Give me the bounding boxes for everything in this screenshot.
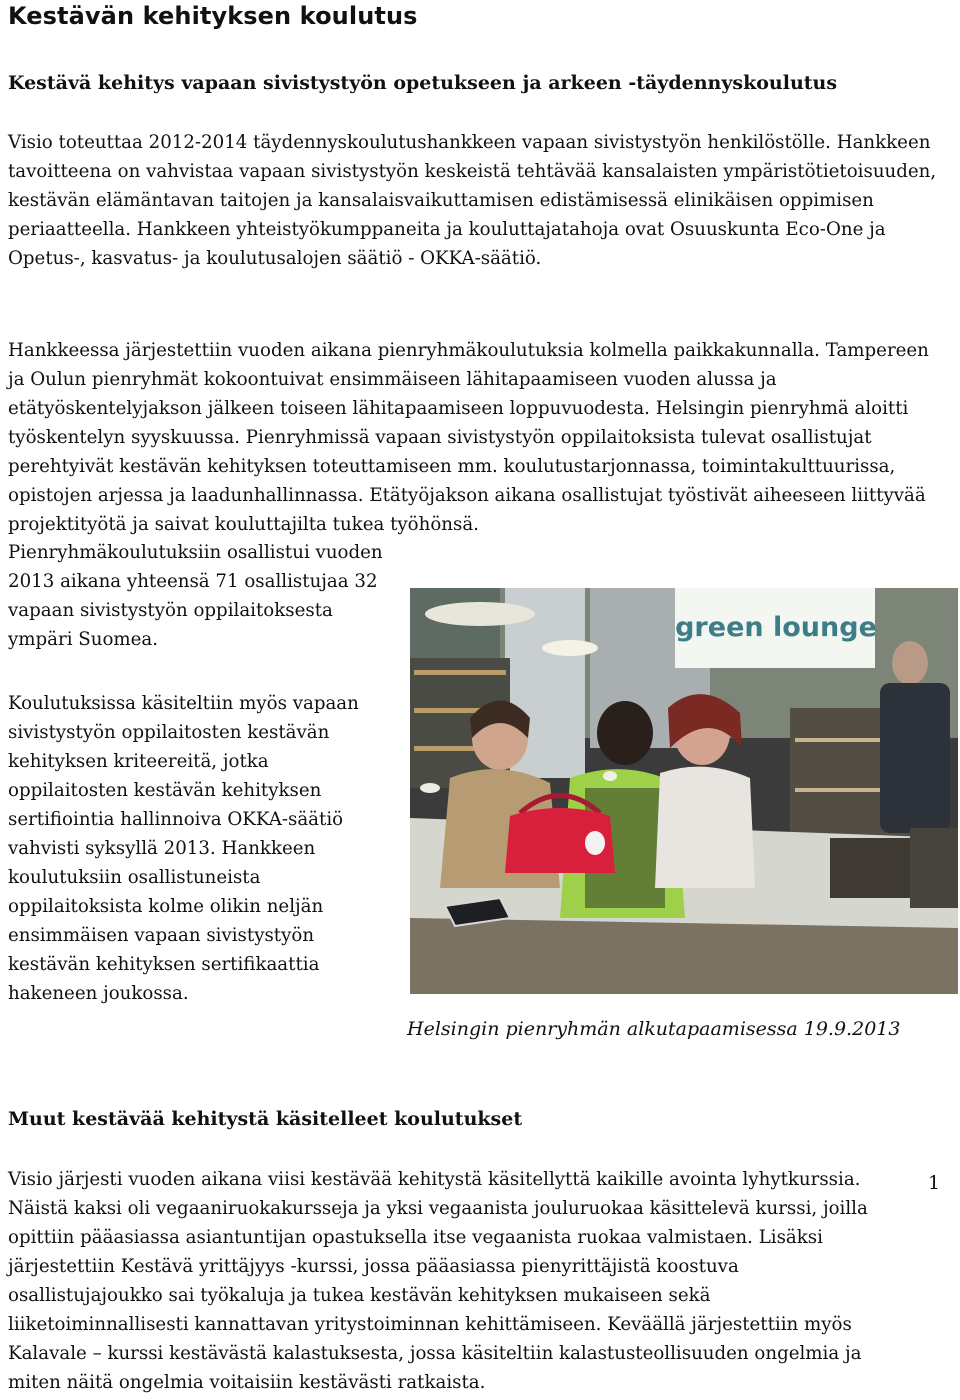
small-groups-paragraph: Hankkeessa järjestettiin vuoden aikana pienryhmäkoulutuksia kolmella paikkakunnalla. Tampereen ja Oulun pienryhmät kokoontuivat ensimmäiseen lähitapaamiseen vuoden alussa ja etätyöskentelyjakson jälkeen toiseen lähitapaamiseen loppuvuodesta. Helsingin pienryhmä aloitti työskentelyn syyskuussa. Pienryhmissä vapaan sivistystyön oppilaitoksista tulevat osallistujat perehtyivät kestävän kehityksen toteuttamiseen mm. koulutustarjonnassa, toimintakulttuurissa, opistojen arjessa ja laadunhallinnassa. Etätyöjakson aikana osallistujat työstivät aiheeseen liittyvää projektityötä ja saivat kouluttajilta tukea työhönsä. [8, 340, 929, 535]
green-lounge-banner [675, 588, 877, 668]
photo-caption: Helsingin pienryhmän alkutapaamisessa 19.9.2013 [407, 1018, 901, 1040]
participants-paragraph: Pienryhmäkoulutuksiin osallistui vuoden 2013 aikana yhteensä 71 osallistujaa 32 vapaan sivistystyön oppilaitoksesta ympäri Suomea. [8, 542, 383, 650]
section-heading-other: Muut kestävää kehitystä käsitelleet koulutukset [8, 1108, 523, 1130]
banner-text: green lounge [675, 612, 877, 643]
page-number: 1 [928, 1172, 941, 1194]
page-title: Kestävän kehityksen koulutus [8, 2, 418, 30]
section-heading-training: Kestävä kehitys vapaan sivistystyön opetukseen ja arkeen -täydennyskoulutus [8, 72, 838, 94]
certification-paragraph: Koulutuksissa käsiteltiin myös vapaan sivistystyön oppilaitosten kestävän kehityksen kriteereitä, jotka oppilaitosten kestävän kehityksen sertifiointia hallinnoiva OKKA-säätiö vahvisti syksyllä 2013. Hankkeen koulutuksiin osallistuneista oppilaitoksista kolme olikin neljän ensimmäisen vapaan sivistystyön kestävän kehityksen sertifikaattia hakeneen joukossa. [8, 693, 359, 1004]
other-trainings-paragraph: Visio järjesti vuoden aikana viisi kestävää kehitystä käsitellyttä kaikille avointa lyhytkurssia. Näistä kaksi oli vegaaniruokakursseja ja yksi vegaanista jouluruokaa käsittelevä kurssi, joilla opittiin pääasiassa asiantuntijan opastuksella itse vegaanista ruokaa valmistaen. Lisäksi järjestettiin Kestävä yrittäjyys -kurssi, jossa pääasiassa pienyrittäjistä koostuva osallistujajoukko sai työkaluja ja tukea kestävän kehityksen mukaiseen sekä liiketoiminnallisesti kannattavan yritystoiminnan kehittämiseen. Keväällä järjestettiin myös Kalavale – kurssi kestävästä kalastuksesta, jossa käsiteltiin kalastusteollisuuden ongelmia ja miten näitä ongelmia voitaisiin kestävästi ratkaista. [8, 1169, 868, 1393]
intro-paragraph: Visio toteuttaa 2012-2014 täydennyskoulutushankkeen vapaan sivistystyön henkilöstölle. Hankkeen tavoitteena on vahvistaa vapaan sivistystyön keskeistä tehtävää kansalaisten ympäristötietoisuuden, kestävän elämäntavan taitojen ja kansalaisvaikuttamisen edistämisessä elinikäisen oppimisen periaatteella. Hankkeen yhteistyökumppaneita ja kouluttajatahoja ovat Osuuskunta Eco-One ja Opetus-, kasvatus- ja koulutusalojen säätiö - OKKA-säätiö. [8, 132, 937, 269]
meeting-photo [410, 588, 958, 994]
